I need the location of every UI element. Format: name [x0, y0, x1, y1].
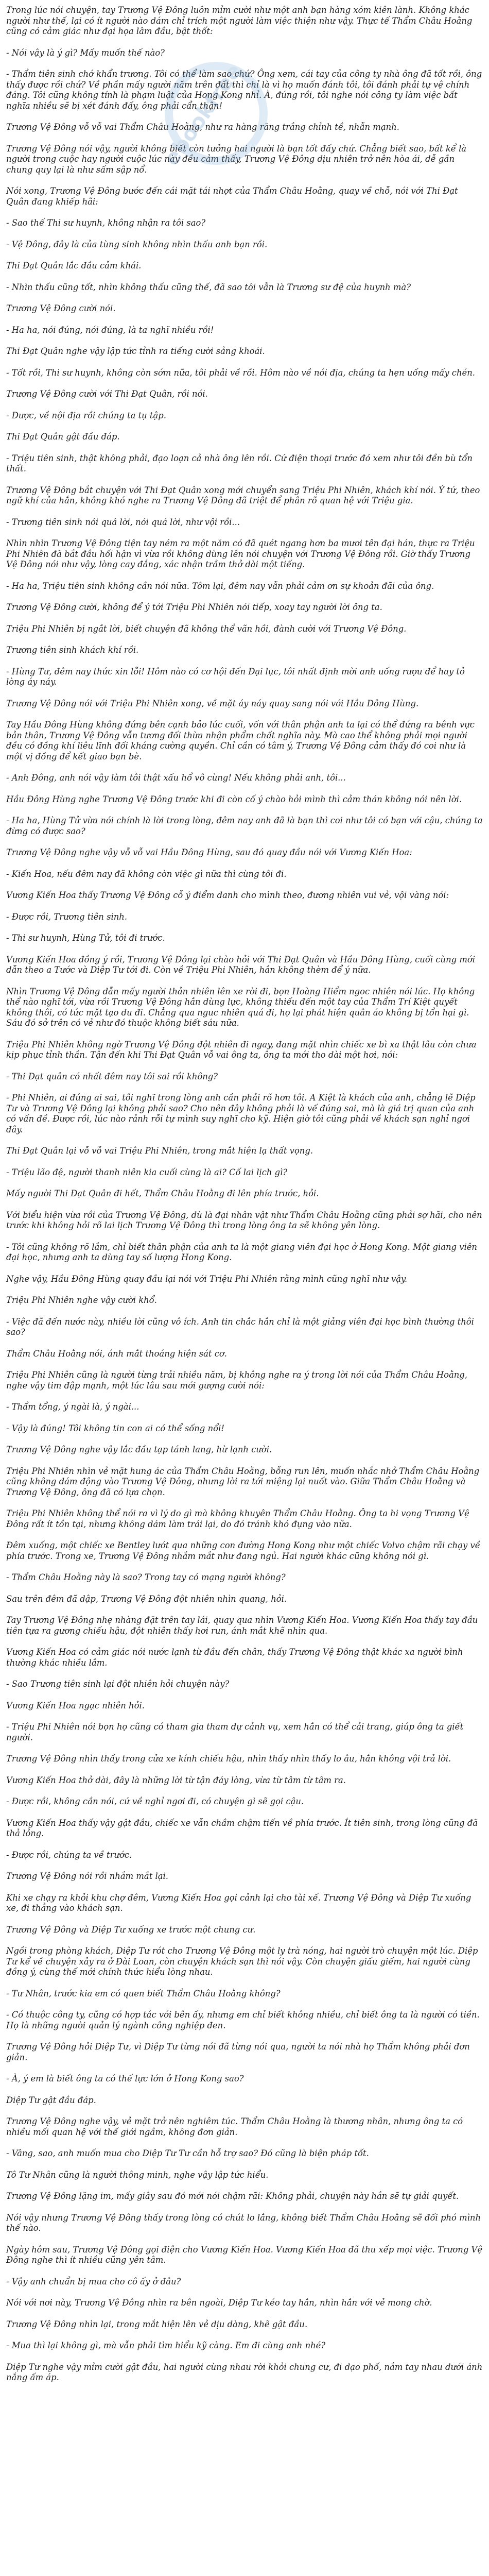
paragraph: - Tốt rồi, Thi sư huynh, không còn sớm nữa, tôi phải về rồi. Hôm nào về nói địa, chúng ta hẹn uống mấy chén.: [6, 367, 476, 378]
paragraph: Nghe vậy, Hầu Đông Hùng quay đầu lại nói với Triệu Phi Nhiên rằng mình cũng nghĩ như vậy.: [6, 1274, 408, 1284]
paragraph: - Thẩm Châu Hoằng này là sao? Trong tay có mạng người không?: [6, 1572, 286, 1582]
paragraph: Trương Vệ Đông cười với Thi Đạt Quân, rồi nói.: [6, 389, 208, 399]
paragraph: Triệu Phi Nhiên không ngờ Trương Vệ Đông đột nhiên đi ngay, đang mặt nhìn chiếc xe bì xa thật lâu còn chưa kịp phục tỉnh thần. Tận đến khi Thi Đạt Quân vỗ vai ông ta, ông ta mới tho dài một hơi, nói:: [6, 1039, 477, 1060]
paragraph: Trương Vệ Đông cười, không để ý tới Triệu Phi Nhiên nói tiếp, xoay tay người lời ông ta.: [6, 602, 382, 612]
paragraph: Trương Vệ Đông lặng im, mấy giây sau đó mới nói chậm rãi: Không phải, chuyện này hắn sẽ tự giải quyết.: [6, 2191, 459, 2201]
paragraph: - Hùng Tư, đêm nay thức xin lỗi! Hôm nào có cơ hội đến Đại lục, tôi nhất định mời anh uống rượu để hay tỏ lòng áy náy.: [6, 666, 465, 687]
paragraph: - Ha ha, nói đúng, nói đúng, là ta nghĩ nhiều rồi!: [6, 325, 214, 335]
paragraph: Thẩm Châu Hoằng nói, ánh mắt thoáng hiện sát cơ.: [6, 1348, 227, 1359]
paragraph: Triệu Phi Nhiên cũng là người từng trải nhiều năm, bị không nghe ra ý trong lời nói của Thẩm Châu Hoằng, nghe vậy tim đập mạnh, một lúc lâu sau mới gượng cười nói:: [6, 1370, 467, 1391]
paragraph: - Kiến Hoa, nếu đêm nay đã không còn việc gì nữa thì cùng tôi đi.: [6, 869, 287, 879]
paragraph: Với biểu hiện vừa rồi của Trương Vệ Đông, dù là đại nhân vật như Thẩm Châu Hoằng cũng phải sợ hãi, cho nên trước khi không hỏi rõ lai lịch Trương Vệ Đông thì trong lòng ông ta sẽ không yên lòng.: [6, 1210, 482, 1230]
paragraph: Trương Vệ Đông nghe vậy vỗ vỗ vai Hầu Đông Hùng, sau đó quay đầu nói với Vương Kiến Hoa:: [6, 848, 412, 857]
paragraph: Trương Vệ Đông nói rồi nhắm mắt lại.: [6, 1871, 168, 1881]
paragraph: - Thẩm tiên sinh chớ khẩn trương. Tôi có thể làm sao chứ? Ông xem, cái tay của công ty nhà ông đã tốt rồi, ông thấy được rồi chứ? Về phần mấy người năm trên đất thì chỉ là vì họ muốn đánh tôi, tôi đánh phải tự vệ chính đáng. Tôi cũng không tính là phạm luật của Hong Kong nhỉ. À, đúng rồi, tôi nghe nói công ty làm việc bất nghĩa nhiều sẽ bị xét đánh đấy, ông phải cẩn thận!: [6, 69, 482, 111]
paragraph: Tay Trương Vệ Đông nhẹ nhàng đặt trên tay lái, quay qua nhìn Vương Kiến Hoa. Vương Kiến Hoa thấy tay đầu tiên tựa ra gương chiếu hậu, đột nhiên thấy hơi run, ánh mắt khẽ nhìn qua.: [6, 1615, 478, 1636]
paragraph: - Nhìn thấu cũng tốt, nhìn không thấu cũng thế, đã sao tôi vẫn là Trương sư đệ của huynh mà?: [6, 282, 411, 292]
paragraph: - Thi Đạt quân có nhất đêm nay tôi sai rồi không?: [6, 1071, 218, 1081]
paragraph: Nói xong, Trương Vệ Đông bước đến cái mặt tái nhợt của Thẩm Châu Hoằng, quay về chỗ, nói với Thi Đạt Quân đang khiếp hãi:: [6, 186, 458, 207]
paragraph: - À, ý em là biết ông ta có thế lực lớn ở Hong Kong sao?: [6, 2074, 244, 2083]
paragraph: Vương Kiến Hoa thấy vậy gật đầu, chiếc xe vẫn chầm chậm tiến về phía trước. Ít tiên sinh, trong lòng cũng đã thả lỏng.: [6, 1818, 478, 1838]
paragraph: - Việc đã đến nước này, nhiều lời cũng vô ích. Anh tin chắc hắn chỉ là một giảng viên đại học bình thường thôi sao?: [6, 1316, 474, 1337]
paragraph: Trương Vệ Đông nói vậy, người không biết còn tưởng hai người là bạn tốt đấy chứ. Chẳng biết sao, bất kể là người trong cuộc hay người cuộc lúc này đều cảm thấy, Trương Vệ Đông dịu nhiên trở nên hòa ái, dễ gần chung quy lại là như sấm sập nổ.: [6, 143, 467, 175]
paragraph: - Được, về nội địa rồi chúng ta tụ tập.: [6, 410, 166, 420]
paragraph: - Vậy anh chuẩn bị mua cho cô ấy ở đâu?: [6, 2276, 181, 2286]
paragraph: - Triệu tiên sinh, thật không phải, đạo loạn cả nhà ông lên rồi. Cứ điện thoại trước đó xem như tôi đền bù tổn thất.: [6, 453, 473, 473]
paragraph: Trương Vệ Đông và Diệp Tư xuống xe trước một chung cư.: [6, 1924, 256, 1935]
paragraph: - Ha ha, Hùng Tử vừa nói chính là lời trong lòng, đêm nay anh đã là bạn thì coi như tôi có bạn với cậu, chúng ta đừng có được sao?: [6, 816, 483, 836]
paragraph: Trong lúc nói chuyện, tay Trương Vệ Đông luôn mỉm cười như một anh bạn hàng xóm kiên lành. Không khác người như thế, lại có ít người nào dám chỉ trích một người làm việc thiện như vậy. Thực tế Thẩm Châu Hoằng cũng có cảm giác như đại họa lâm đầu, bật thốt:: [6, 5, 473, 36]
article-body: [6, 5, 483, 2383]
paragraph: Trương Vệ Đông hỏi Diệp Tư, vì Diệp Tư từng nói đã từng nói qua, người ta nói nhà họ Thẩm không phải đơn giản.: [6, 2042, 470, 2062]
paragraph: Trương Vệ Đông nghe vậy lắc đầu tạp tánh lang, hừ lạnh cười.: [6, 1445, 272, 1454]
paragraph: Vương Kiến Hoa có cảm giác nói nước lạnh từ đầu đến chân, thấy Trương Vệ Đông thật khác xa người bình thường khác nhiều lắm.: [6, 1647, 463, 1668]
paragraph: Mấy người Thi Đạt Quân đi hết, Thẩm Châu Hoằng đi lên phía trước, hỏi.: [6, 1189, 319, 1198]
paragraph: Diệp Tư nghe vậy mỉm cười gật đầu, hai người cùng nhau rời khỏi chung cư, đi dạo phố, nắm tay nhau dưới ánh nắng ấm áp.: [6, 2362, 483, 2382]
paragraph: Diệp Tư gật đầu đáp.: [6, 2095, 96, 2105]
paragraph: Vương Kiến Hoa thấy Trương Vệ Đông cỗ ý điểm danh cho mình theo, đương nhiên vui vẻ, vội vàng nói:: [6, 890, 449, 900]
paragraph: - Tôi cũng không rõ lắm, chỉ biết thân phận của anh ta là một giang viên đại học ở Hong Kong. Một giang viên đại học, nhưng anh ta dùng tay số lượng Hong Kong.: [6, 1242, 477, 1262]
paragraph: - Thi sư huynh, Hùng Tử, tôi đi trước.: [6, 933, 165, 943]
paragraph: Trương tiên sinh khách khí rồi.: [6, 645, 139, 655]
paragraph: - Được rồi, chúng ta về trước.: [6, 1850, 132, 1860]
paragraph: - Mua thì lại không gì, mà vẫn phải tìm hiểu kỹ càng. Em đi cùng anh nhé?: [6, 2341, 326, 2350]
paragraph: - Sao Trương tiên sinh lại đột nhiên hỏi chuyện này?: [6, 1679, 230, 1689]
paragraph: - Sao thế Thi sư huynh, không nhận ra tôi sao?: [6, 218, 206, 228]
paragraph: - Vệ Đông, đây là của tùng sinh không nhìn thấu anh bạn rồi.: [6, 239, 268, 249]
paragraph: - Trương tiên sinh nói quá lời, nói quá lời, như vội rồi...: [6, 517, 240, 527]
paragraph: Thi Đạt Quân lắc đầu cảm khái.: [6, 261, 142, 270]
paragraph: Thi Đạt Quân lại vỗ vỗ vai Triệu Phi Nhiên, trong mắt hiện lạ thất vọng.: [6, 1146, 313, 1156]
paragraph: - Được rồi, Trương tiên sinh.: [6, 911, 128, 922]
paragraph: Tô Tư Nhân cũng là người thông minh, nghe vậy lập tức hiểu.: [6, 2170, 269, 2180]
paragraph: - Có thuộc công ty, cũng có hợp tác với bên ấy, nhưng em chỉ biết không nhiều, chỉ biết ông ta là người có tiền. Họ là những người quản lý ngành công nghiệp đen.: [6, 2010, 480, 2030]
paragraph: Nhìn nhìn Trương Vệ Đông tiện tay ném ra một năm có đã quét ngang hơn ba mươi tên đại hán, thực ra Triệu Phi Nhiên đã bắt đầu hối hận vì vừa rồi không dùng lên nói chuyện với Trương Vệ Đông rồi. Giờ thấy Trương Vệ Đông nói như vậy, lòng cay đắng, xác nhận trầm thở dài một tiếng.: [6, 538, 475, 569]
paragraph: Trương Vệ Đông nghe vậy, vẻ mặt trở nên nghiêm túc. Thẩm Châu Hoằng là thương nhân, nhưng ông ta có nhiều mối quan hệ với thế giới ngầm, không đơn giản.: [6, 2116, 463, 2137]
paragraph: - Ha ha, Triệu tiên sinh không cần nói nữa. Tôm lại, đêm nay vẫn phải cảm ơn sự khoản đãi của ông.: [6, 581, 434, 591]
paragraph: Trương Vệ Đông cười nói.: [6, 303, 116, 313]
paragraph: - Thẩm tổng, ý ngài là, ý ngài...: [6, 1402, 139, 1412]
paragraph: Trương Vệ Đông nhìn thấy trong cửa xe kính chiếu hậu, nhìn thấy nhìn thấy lo âu, hắn không vội trả lời.: [6, 1754, 451, 1764]
paragraph: Trương Vệ Đông nhìn lại, trong mắt hiện lên vẻ dịu dàng, khẽ gật đầu.: [6, 2319, 308, 2329]
paragraph: Trương Vệ Đông nói với Triệu Phi Nhiên xong, về mặt áy náy quay sang nói với Hầu Đông Hùng.: [6, 698, 419, 708]
paragraph: Trương Vệ Đông bắt chuyện với Thi Đạt Quân xong mới chuyển sang Triệu Phi Nhiên, khách khí nói. Ý tứ, theo ngữ khí của hắn, không khó nghe ra Trương Vệ Đông đã triệt để phân rõ quan hệ với Triệu gia.: [6, 485, 480, 505]
paragraph: Ngày hôm sau, Trương Vệ Đông gọi điện cho Vương Kiến Hoa. Vương Kiến Hoa đã thu xếp mọi việc. Trương Vệ Đông nghe thì ít nhiều cũng yên tâm.: [6, 2244, 483, 2265]
paragraph: Tay Hầu Đông Hùng không đứng bên cạnh bảo lúc cuối, vốn với thân phận anh ta lại có thể đứng ra bênh vực bản thân, Trương Vệ Đông vẫn tương đối thừa nhận phẩm chất nghĩa này. Mà cao thể không phải mọi người đều có đồng khí liêu lĩnh đối kháng cường quyền. Chỉ cần có tâm ý, Trương Vệ Đông cảm thấy đó coi như là một vị đồng để kết giao bạn bè.: [6, 720, 475, 761]
paragraph: Triệu Phi Nhiên không thể nói ra vì lý do gì mà không khuyên Thẩm Châu Hoằng. Ông ta hi vọng Trương Vệ Đông rất ít tồn tại, nhưng không dám làm trái lại, do đó tránh khó đụng vào nữa.: [6, 1509, 469, 1529]
paragraph: - Vâng, sao, anh muốn mua cho Diệp Tư Tư cần hỗ trợ sao? Đó cũng là biện pháp tốt.: [6, 2148, 369, 2158]
paragraph: Hầu Đông Hùng nghe Trương Vệ Đông trước khi đi còn cố ý chào hỏi mình thì cảm thán không nói nên lời.: [6, 794, 462, 804]
paragraph: - Triệu lão đệ, người thanh niên kia cuối cùng là ai? Cố lai lịch gì?: [6, 1167, 288, 1177]
paragraph: - Nói vậy là ý gì? Mấy muốn thế nào?: [6, 47, 165, 58]
paragraph: Triệu Phi Nhiên nhìn vẻ mặt hung ác của Thẩm Châu Hoằng, bỗng run lên, muốn nhắc nhở Thẩm Châu Hoằng cũng không dám động vào Trương Vệ Đông, nhưng lời ra tới miệng lại nuốt vào. Giữa Thẩm Châu Hoằng và Trương Vệ Đông, ông đã có lựa chọn.: [6, 1466, 480, 1497]
paragraph: Nói vậy nhưng Trương Vệ Đông thấy trong lòng có chút lo lắng, không biết Thẩm Châu Hoằng sẽ đối phó mình thế nào.: [6, 2212, 481, 2233]
paragraph: Vương Kiến Hoa ngạc nhiên hỏi.: [6, 1700, 145, 1710]
paragraph: Vương Kiến Hoa đồng ý rồi, Trương Vệ Đông lại chào hỏi với Thi Đạt Quân và Hầu Đông Hùng, cuối cùng mới dẫn theo a Tước và Diệp Tư tới đi. Còn về Triệu Phi Nhiên, hắn không thèm để ý nữa.: [6, 954, 475, 975]
paragraph: - Tư Nhân, trước kia em có quen biết Thẩm Châu Hoằng không?: [6, 1988, 281, 1998]
paragraph: - Vậy là đúng! Tôi không tin con ai có thể sống nổi!: [6, 1423, 224, 1433]
paragraph: Vương Kiến Hoa thở dài, đây là những lời từ tận đáy lòng, vừa từ tâm từ tâm ra.: [6, 1775, 346, 1785]
paragraph: - Phi Nhiên, ai đúng ai sai, tôi nghĩ trong lòng anh cần phải rõ hơn tôi. A Kiệt là khách của anh, chẳng lẽ Diệp Tư và Trương Vệ Đông lại không phải sao? Cho nên đây không phải là vế đúng sai, mà là giá trị quan của anh có vấn đề. Được rồi, lúc nào rảnh rỗi tự mình suy nghĩ cho kỹ. Hiện giờ tôi cũng phải về khách sạn nghỉ ngơi đây.: [6, 1093, 476, 1134]
paragraph: Đêm xuống, một chiếc xe Bentley lướt qua những con đường Hong Kong như một chiếc Volvo chậm rãi chạy về phía trước. Trong xe, Trương Vệ Đông nhắm mắt như đang ngủ. Hai người khác cũng không nói gì.: [6, 1540, 480, 1561]
paragraph: Sau trên đêm đã dập, Trương Vệ Đông đột nhiên nhìn quang, hỏi.: [6, 1594, 287, 1604]
paragraph: Triệu Phi Nhiên nghe vậy cười khổ.: [6, 1295, 157, 1305]
paragraph: Thi Đạt Quân nghe vậy lập tức tỉnh ra tiếng cười sảng khoái.: [6, 346, 265, 356]
paragraph: Khi xe chạy ra khỏi khu chợ đêm, Vương Kiến Hoa gọi cảnh lại cho tài xế. Trương Vệ Đông và Diệp Tư xuống xe, đi thẳng vào khách sạn.: [6, 1892, 471, 1913]
paragraph: Triệu Phi Nhiên bị ngắt lời, biết chuyện đã không thể vãn hồi, đành cười với Trương Vệ Đông.: [6, 623, 407, 634]
paragraph: - Được rồi, không cần nói, cứ về nghỉ ngơi đi, có chuyện gì sẽ gọi cậu.: [6, 1797, 304, 1806]
paragraph: Nhìn Trương Vệ Đông dẫn mấy người thản nhiên lên xe rời đi, bọn Hoàng Hiểm ngoc nhiên nói lúc. Họ không thể nào nghĩ tới, vừa rồi Trương Vệ Đông hắn dùng lực, không thiếu đến một tay của Thẩm Trí Kiệt quyết không thôi, có tức mặt tạo du đi. Chẳng qua nguc nhiên quá đi, họ lại phát hiện quân áo không bị tổn hại gì. Sáu đó sở trên có vẻ như đó thuộc không biết sáu nữa.: [6, 986, 475, 1028]
watermark-text: ebookfree: [159, 60, 247, 170]
paragraph: Nói với nơi này, Trương Vệ Đông nhìn ra bên ngoài, Diệp Tư kéo tay hắn, nhìn hắn với vẻ mong chờ.: [6, 2298, 432, 2308]
paragraph: Ngồi trong phòng khách, Diệp Tư rót cho Trương Vệ Đông một ly trà nóng, hai người trò chuyện một lúc. Diệp Tư kể về chuyện xảy ra ở Đài Loan, còn chuyện khách sạn thì nói vậy. Còn chuyện giấu giếm, hai người cùng đồng ý, cùng thế mới chính thức hiểu lòng nhau.: [6, 1946, 478, 1977]
paragraph: - Triệu Phi Nhiên nói bọn họ cũng có tham gia tham dự cảnh vụ, xem hắn có thể cải trang, giúp ông ta giết người.: [6, 1722, 464, 1742]
paragraph: Thi Đạt Quân gật đầu đáp.: [6, 432, 120, 442]
paragraph: - Anh Đông, anh nói vậy làm tôi thật xấu hổ vô cùng! Nếu không phải anh, tôi...: [6, 773, 346, 783]
paragraph: Trương Vệ Đông vỗ vỗ vai Thẩm Châu Hoằng, như ra hàng răng trắng chỉnh tề, nhẫn mạnh.: [6, 122, 399, 132]
